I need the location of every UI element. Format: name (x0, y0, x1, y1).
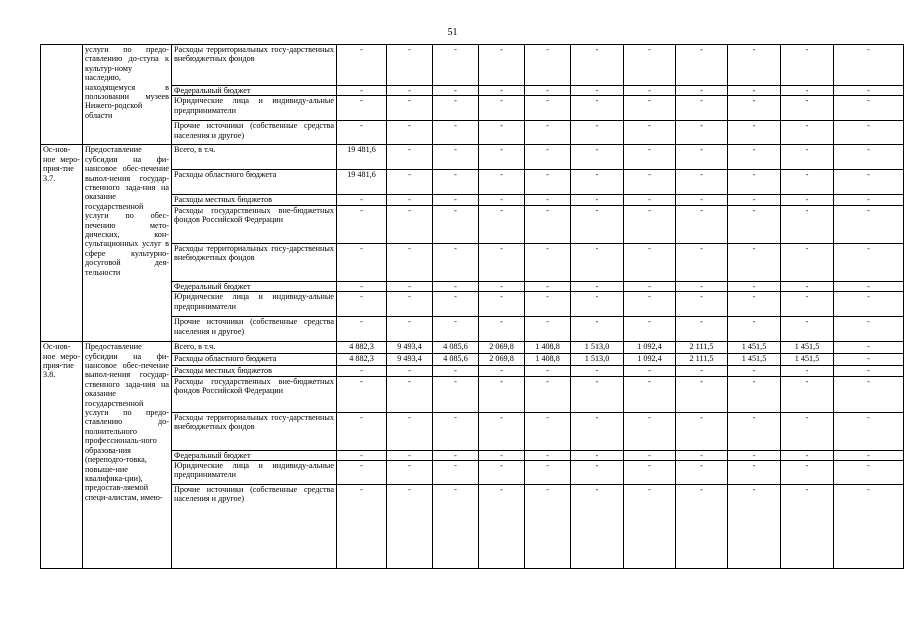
value-cell: - (433, 96, 479, 121)
value-cell: - (387, 461, 433, 485)
value-cell: - (624, 170, 676, 195)
value-cell: - (433, 145, 479, 170)
value-cell: - (781, 86, 834, 96)
value-cell: - (834, 376, 904, 412)
value-cell: - (624, 121, 676, 145)
value-cell: - (728, 96, 781, 121)
value-cell: - (387, 205, 433, 243)
value-cell: - (387, 86, 433, 96)
value-cell: - (834, 205, 904, 243)
funding-source-cell: Юридические лица и индивиду-альные предприниматели (172, 292, 337, 317)
value-cell: - (387, 366, 433, 376)
value-cell: - (676, 292, 728, 317)
value-cell: - (676, 450, 728, 460)
value-cell: 9 493,4 (387, 354, 433, 366)
activity-code-cell (41, 45, 83, 145)
value-cell: - (624, 96, 676, 121)
value-cell: - (337, 86, 387, 96)
value-cell: - (571, 86, 624, 96)
value-cell: - (624, 317, 676, 342)
value-cell: - (387, 243, 433, 281)
funding-source-cell: Прочие источники (собственные средства населения и другое) (172, 121, 337, 145)
value-cell: - (781, 121, 834, 145)
value-cell: - (676, 461, 728, 485)
funding-source-cell: Расходы государственных вне-бюджетных фондов Российской Федерации (172, 205, 337, 243)
value-cell: - (624, 195, 676, 205)
value-cell: - (781, 45, 834, 86)
value-cell: - (676, 485, 728, 569)
value-cell: - (387, 292, 433, 317)
value-cell: - (834, 485, 904, 569)
value-cell: 1 451,5 (728, 342, 781, 354)
value-cell: - (525, 292, 571, 317)
value-cell: - (337, 485, 387, 569)
funding-source-cell: Расходы местных бюджетов (172, 195, 337, 205)
value-cell: - (479, 170, 525, 195)
value-cell: - (624, 450, 676, 460)
value-cell: - (525, 170, 571, 195)
value-cell: - (728, 450, 781, 460)
value-cell: - (781, 485, 834, 569)
value-cell: 1 408,8 (525, 354, 571, 366)
value-cell: - (676, 195, 728, 205)
value-cell: - (387, 96, 433, 121)
value-cell: - (525, 281, 571, 291)
value-cell: - (525, 86, 571, 96)
value-cell: - (479, 96, 525, 121)
value-cell: - (479, 45, 525, 86)
value-cell: - (525, 317, 571, 342)
value-cell: 19 481,6 (337, 170, 387, 195)
value-cell: - (571, 145, 624, 170)
value-cell: - (676, 86, 728, 96)
value-cell: - (571, 205, 624, 243)
table-row (41, 145, 904, 170)
value-cell: - (387, 121, 433, 145)
value-cell: - (624, 145, 676, 170)
value-cell: - (834, 412, 904, 450)
value-cell: - (387, 195, 433, 205)
value-cell: - (676, 121, 728, 145)
value-cell: - (834, 281, 904, 291)
value-cell: - (571, 292, 624, 317)
value-cell: - (728, 205, 781, 243)
value-cell: - (624, 205, 676, 243)
value-cell: - (387, 170, 433, 195)
value-cell: - (834, 121, 904, 145)
value-cell: - (479, 292, 525, 317)
value-cell: - (834, 45, 904, 86)
value-cell: 1 408,8 (525, 342, 571, 354)
value-cell: - (834, 145, 904, 170)
value-cell: - (525, 412, 571, 450)
value-cell: 2 069,8 (479, 342, 525, 354)
value-cell: - (781, 461, 834, 485)
value-cell: - (834, 96, 904, 121)
funding-source-cell: Расходы территориальных госу-дарственных внебюджетных фондов (172, 243, 337, 281)
value-cell: - (781, 292, 834, 317)
value-cell: - (728, 292, 781, 317)
value-cell: - (337, 376, 387, 412)
value-cell: - (571, 485, 624, 569)
value-cell: - (728, 86, 781, 96)
value-cell: - (433, 170, 479, 195)
value-cell: - (479, 485, 525, 569)
value-cell: - (834, 86, 904, 96)
value-cell: - (525, 243, 571, 281)
value-cell: - (525, 376, 571, 412)
value-cell: - (433, 121, 479, 145)
value-cell: - (624, 45, 676, 86)
value-cell: - (728, 412, 781, 450)
funding-source-cell: Всего, в т.ч. (172, 145, 337, 170)
value-cell: - (781, 281, 834, 291)
value-cell: 2 111,5 (676, 354, 728, 366)
value-cell: 19 481,6 (337, 145, 387, 170)
budget-table (40, 44, 904, 569)
activity-name-cell: услуги по предо-ставлению до-ступа к культур-ному наследию, находящемуся в пользовании музеев Нижего-родской области (83, 45, 172, 145)
value-cell: - (479, 412, 525, 450)
value-cell: - (433, 195, 479, 205)
value-cell: - (676, 376, 728, 412)
value-cell: - (387, 317, 433, 342)
value-cell: - (479, 461, 525, 485)
value-cell: - (624, 281, 676, 291)
value-cell: - (337, 292, 387, 317)
value-cell: - (781, 366, 834, 376)
value-cell: - (479, 317, 525, 342)
value-cell: - (433, 485, 479, 569)
value-cell: - (781, 195, 834, 205)
activity-name-cell: Предоставление субсидии на фи-нансовое обес-печение выпол-нения государ-ственного зада-ния на оказание государственной услуги по обес-печению мето-дических, кон-сультационных услуг в сфере культурно-досуговой дея-тельности (83, 145, 172, 342)
value-cell: - (387, 45, 433, 86)
value-cell: - (781, 450, 834, 460)
value-cell: - (433, 45, 479, 86)
value-cell: - (479, 205, 525, 243)
value-cell: - (387, 145, 433, 170)
value-cell: - (781, 145, 834, 170)
value-cell: - (479, 281, 525, 291)
value-cell: 1 451,5 (781, 354, 834, 366)
value-cell: - (479, 450, 525, 460)
activity-code-cell: Ос-нов-ное меро-прия-тие 3.8. (41, 342, 83, 569)
value-cell: - (337, 45, 387, 86)
value-cell: - (525, 366, 571, 376)
value-cell: 4 882,3 (337, 354, 387, 366)
value-cell: - (433, 366, 479, 376)
value-cell: - (525, 450, 571, 460)
value-cell: 1 451,5 (728, 354, 781, 366)
value-cell: - (479, 376, 525, 412)
value-cell: - (728, 485, 781, 569)
funding-source-cell: Прочие источники (собственные средства населения и другое) (172, 317, 337, 342)
value-cell: - (834, 292, 904, 317)
value-cell: - (479, 86, 525, 96)
funding-source-cell: Прочие источники (собственные средства населения и другое) (172, 485, 337, 569)
value-cell: - (728, 376, 781, 412)
value-cell: 4 085,6 (433, 354, 479, 366)
value-cell: - (728, 121, 781, 145)
value-cell: - (525, 195, 571, 205)
funding-source-cell: Расходы областного бюджета (172, 354, 337, 366)
funding-source-cell: Юридические лица и индивиду-альные предприниматели (172, 96, 337, 121)
table-row (41, 342, 904, 354)
value-cell: - (781, 376, 834, 412)
value-cell: - (433, 450, 479, 460)
value-cell: - (781, 205, 834, 243)
value-cell: - (525, 45, 571, 86)
value-cell: - (728, 366, 781, 376)
value-cell: - (571, 376, 624, 412)
value-cell: - (525, 145, 571, 170)
value-cell: 9 493,4 (387, 342, 433, 354)
funding-source-cell: Федеральный бюджет (172, 86, 337, 96)
value-cell: - (728, 461, 781, 485)
value-cell: - (571, 461, 624, 485)
value-cell: - (337, 317, 387, 342)
funding-source-cell: Расходы государственных вне-бюджетных фондов Российской Федерации (172, 376, 337, 412)
value-cell: 4 085,6 (433, 342, 479, 354)
value-cell: 1 451,5 (781, 342, 834, 354)
value-cell: - (834, 366, 904, 376)
value-cell: - (337, 205, 387, 243)
activity-code-cell: Ос-нов-ное меро-прия-тие 3.7. (41, 145, 83, 342)
value-cell: - (479, 195, 525, 205)
value-cell: 2 111,5 (676, 342, 728, 354)
value-cell: - (728, 145, 781, 170)
value-cell: - (624, 243, 676, 281)
value-cell: - (525, 96, 571, 121)
funding-source-cell: Всего, в т.ч. (172, 342, 337, 354)
value-cell: - (571, 96, 624, 121)
value-cell: - (525, 205, 571, 243)
value-cell: - (781, 170, 834, 195)
value-cell: - (728, 45, 781, 86)
value-cell: - (387, 412, 433, 450)
value-cell: - (433, 412, 479, 450)
value-cell: - (571, 45, 624, 86)
value-cell: - (433, 281, 479, 291)
value-cell: - (728, 170, 781, 195)
value-cell: - (834, 342, 904, 354)
funding-source-cell: Расходы местных бюджетов (172, 366, 337, 376)
value-cell: - (728, 281, 781, 291)
value-cell: 4 882,3 (337, 342, 387, 354)
value-cell: - (571, 243, 624, 281)
value-cell: - (479, 366, 525, 376)
value-cell: - (571, 121, 624, 145)
value-cell: - (387, 485, 433, 569)
value-cell: - (337, 121, 387, 145)
value-cell: - (624, 485, 676, 569)
value-cell: - (433, 317, 479, 342)
value-cell: - (834, 317, 904, 342)
activity-name-cell: Предоставление субсидии на фи-нансовое обес-печение выпол-нения государ-ственного зада-ния на оказание государственной услуги по предо-ставлению до-полнительного профессиональ-ного образова-ния (переподго-товка, повыше-ние квалифика-ции), предостав-ляемой специ-алистам, имею- (83, 342, 172, 569)
funding-source-cell: Расходы территориальных госу-дарственных внебюджетных фондов (172, 45, 337, 86)
value-cell: - (728, 317, 781, 342)
table-row (41, 45, 904, 86)
funding-source-cell: Расходы областного бюджета (172, 170, 337, 195)
value-cell: - (624, 366, 676, 376)
value-cell: - (676, 96, 728, 121)
value-cell: - (571, 450, 624, 460)
value-cell: - (834, 243, 904, 281)
value-cell: - (781, 412, 834, 450)
value-cell: 2 069,8 (479, 354, 525, 366)
value-cell: 1 513,0 (571, 342, 624, 354)
value-cell: - (337, 412, 387, 450)
value-cell: - (337, 195, 387, 205)
value-cell: - (834, 195, 904, 205)
funding-source-cell: Федеральный бюджет (172, 281, 337, 291)
value-cell: - (433, 205, 479, 243)
value-cell: - (834, 450, 904, 460)
value-cell: - (387, 281, 433, 291)
value-cell: - (676, 366, 728, 376)
value-cell: - (387, 376, 433, 412)
value-cell: - (337, 281, 387, 291)
value-cell: - (624, 376, 676, 412)
value-cell: 1 092,4 (624, 354, 676, 366)
value-cell: - (525, 121, 571, 145)
value-cell: - (834, 354, 904, 366)
value-cell: - (571, 412, 624, 450)
value-cell: - (781, 317, 834, 342)
value-cell: - (433, 292, 479, 317)
value-cell: - (433, 243, 479, 281)
value-cell: - (571, 170, 624, 195)
value-cell: - (337, 461, 387, 485)
value-cell: - (676, 170, 728, 195)
value-cell: - (433, 86, 479, 96)
value-cell: - (337, 450, 387, 460)
value-cell: - (624, 412, 676, 450)
value-cell: - (728, 195, 781, 205)
value-cell: - (728, 243, 781, 281)
value-cell: - (571, 281, 624, 291)
value-cell: - (676, 243, 728, 281)
value-cell: - (571, 366, 624, 376)
page-number: 51 (447, 27, 458, 38)
value-cell: - (479, 243, 525, 281)
value-cell: - (571, 195, 624, 205)
value-cell: 1 513,0 (571, 354, 624, 366)
value-cell: - (479, 121, 525, 145)
value-cell: - (676, 205, 728, 243)
value-cell: - (571, 317, 624, 342)
value-cell: - (834, 461, 904, 485)
value-cell: - (624, 461, 676, 485)
value-cell: - (433, 376, 479, 412)
funding-source-cell: Федеральный бюджет (172, 450, 337, 460)
value-cell: - (834, 170, 904, 195)
funding-source-cell: Расходы территориальных госу-дарственных внебюджетных фондов (172, 412, 337, 450)
value-cell: - (525, 485, 571, 569)
value-cell: - (525, 461, 571, 485)
value-cell: - (479, 145, 525, 170)
value-cell: 1 092,4 (624, 342, 676, 354)
value-cell: - (337, 96, 387, 121)
value-cell: - (781, 243, 834, 281)
value-cell: - (676, 412, 728, 450)
value-cell: - (337, 243, 387, 281)
value-cell: - (676, 45, 728, 86)
funding-source-cell: Юридические лица и индивиду-альные предприниматели (172, 461, 337, 485)
value-cell: - (624, 86, 676, 96)
value-cell: - (387, 450, 433, 460)
value-cell: - (624, 292, 676, 317)
value-cell: - (337, 366, 387, 376)
value-cell: - (676, 281, 728, 291)
value-cell: - (676, 317, 728, 342)
value-cell: - (676, 145, 728, 170)
value-cell: - (433, 461, 479, 485)
value-cell: - (781, 96, 834, 121)
